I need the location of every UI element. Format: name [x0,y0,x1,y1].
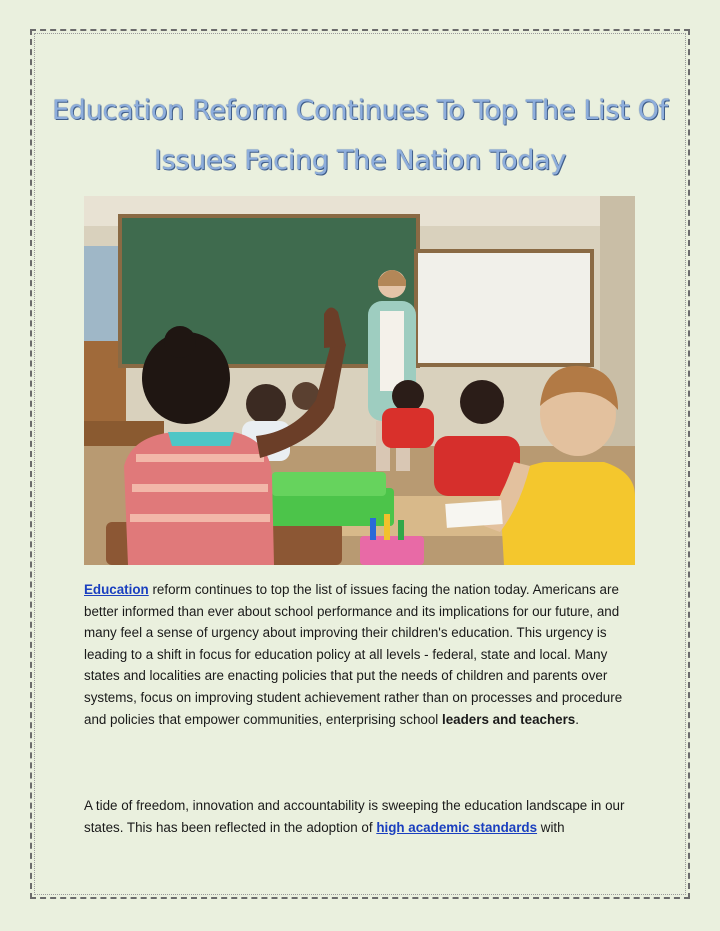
document-title: Education Reform Continues To Top The List Of Issues Facing The Nation Today [52,95,668,176]
education-link[interactable]: Education [84,582,149,597]
paragraph-1-text-b: . [575,711,579,727]
paragraph-1 [84,579,644,730]
classroom-photo [84,196,635,565]
paragraph-1-bold-text: leaders and teachers [442,711,576,727]
paragraph-2-text-a: A tide of freedom, innovation and accountability is sweeping the education landscape in our states. This has been reflected in the adoption of [84,798,625,835]
paragraph-1-text-a: reform continues to top the list of issues facing the nation today. Americans are better informed than ever about school performance and its implications for our future, and many feel a sense of urgency about improving their children's education. This urgency is leading to a shift in focus for education policy at all levels - federal, state and local. Many states and localities are enacting policies that put the needs of children and parents over systems, focus on improving student achievement rather than on processes and procedure and policies that empower communities, enterprising school [84,582,623,727]
paragraph-2-text-b: with [537,819,565,835]
paragraph-2 [84,795,644,838]
high-academic-standards-link[interactable]: high academic standards [376,819,538,835]
